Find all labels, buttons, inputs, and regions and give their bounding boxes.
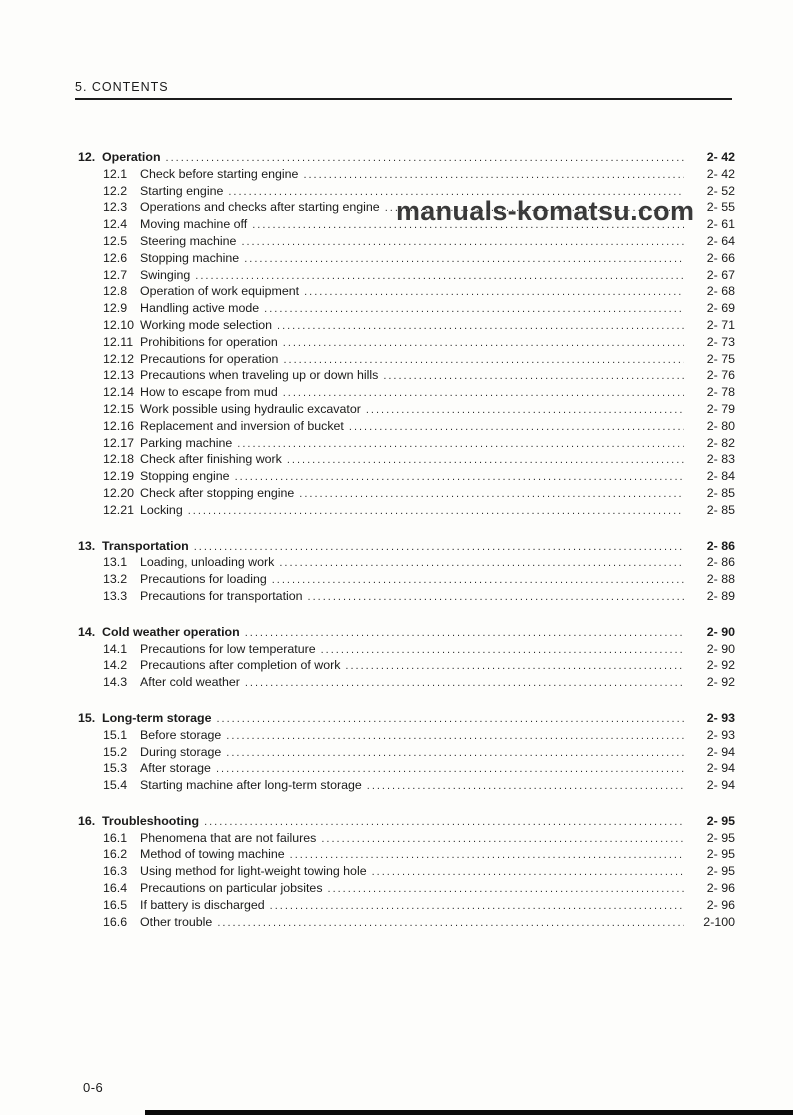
toc-entry-page: 2- 94 [706, 744, 735, 759]
page-footer [83, 1080, 103, 1095]
toc-entry-page: 2- 42 [706, 166, 735, 181]
toc-entry-title: Operations and checks after starting engine [140, 200, 380, 215]
toc-item-row [78, 469, 735, 486]
toc-entry-page: 2- 83 [706, 452, 735, 467]
toc-entry-number: 12.7 [103, 267, 128, 282]
toc-entry-title: Stopping machine [140, 250, 240, 265]
toc-entry-title: Check before starting engine [140, 166, 299, 181]
toc-section-row [78, 625, 735, 642]
toc-entry-page: 2- 94 [706, 778, 735, 793]
toc-entry-title: Swinging [140, 267, 191, 282]
toc-entry-number: 13.2 [103, 572, 128, 587]
toc-item-row [78, 419, 735, 436]
toc-entry-title: Precautions for operation [140, 351, 279, 366]
toc-item-row [78, 251, 735, 268]
toc-item-row [78, 436, 735, 453]
toc-entry-page: 2- 93 [706, 710, 735, 725]
toc-entry-number: 13. [78, 538, 96, 553]
toc-item-row [78, 452, 735, 469]
dotted-leader [321, 643, 684, 659]
toc-section-row [78, 711, 735, 728]
toc-entry-number: 15.2 [103, 744, 128, 759]
dotted-leader [308, 590, 684, 606]
page-header [75, 80, 732, 100]
toc-entry-number: 15. [78, 710, 96, 725]
toc-entry-title: Starting engine [140, 183, 224, 198]
toc-entry-number: 12.19 [103, 469, 135, 484]
toc-item-row [78, 728, 735, 745]
toc-entry-title: Method of towing machine [140, 847, 285, 862]
toc-entry-number: 12.10 [103, 317, 135, 332]
toc-entry-number: 12.5 [103, 233, 128, 248]
toc-section-row [78, 814, 735, 831]
toc-entry-title: Operation of work equipment [140, 284, 300, 299]
dotted-leader [226, 746, 684, 762]
toc-entry-page: 2- 95 [706, 830, 735, 845]
toc-entry-title: Check after stopping engine [140, 485, 295, 500]
toc-entry-title: Long-term storage [102, 710, 212, 725]
dotted-leader [166, 151, 684, 167]
toc-entry-title: Work possible using hydraulic excavator [140, 401, 361, 416]
dotted-leader [272, 573, 684, 589]
dotted-leader [366, 403, 684, 419]
toc-entry-title: After cold weather [140, 675, 240, 690]
toc-entry-title: Precautions when traveling up or down hills [140, 368, 379, 383]
dotted-leader [372, 865, 684, 881]
toc-item-row [78, 318, 735, 335]
dotted-leader [244, 252, 684, 268]
toc-item-row [78, 301, 735, 318]
toc-entry-page: 2- 76 [706, 368, 735, 383]
toc-entry-page: 2-100 [703, 914, 735, 929]
toc-entry-number: 14.1 [103, 641, 128, 656]
toc-entry-page: 2- 88 [706, 572, 735, 587]
toc-entry-page: 2- 92 [706, 658, 735, 673]
toc-entry-page: 2- 94 [706, 761, 735, 776]
toc-item-row [78, 284, 735, 301]
toc-entry-title: How to escape from mud [140, 385, 278, 400]
toc-entry-page: 2- 85 [706, 485, 735, 500]
toc-item-row [78, 486, 735, 503]
toc-entry-title: If battery is discharged [140, 897, 265, 912]
toc-item-row [78, 847, 735, 864]
toc-entry-title: Operation [102, 150, 161, 164]
toc-item-row [78, 864, 735, 881]
toc-entry-number: 12. [78, 150, 96, 164]
toc-entry-title: Precautions on particular jobsites [140, 881, 323, 896]
dotted-leader [304, 285, 684, 301]
dotted-leader [195, 269, 684, 285]
dotted-leader [235, 470, 684, 486]
toc-item-row [78, 352, 735, 369]
dotted-leader [188, 504, 684, 520]
toc-entry-number: 12.6 [103, 250, 128, 265]
toc-item-row [78, 881, 735, 898]
toc-entry-page: 2- 80 [706, 418, 735, 433]
toc-entry-number: 15.4 [103, 778, 128, 793]
toc-item-row [78, 572, 735, 589]
dotted-leader [277, 319, 684, 335]
toc-entry-page: 2- 90 [706, 624, 735, 639]
toc-entry-page: 2- 86 [706, 538, 735, 553]
toc-entry-page: 2- 82 [706, 435, 735, 450]
toc-entry-number: 16.4 [103, 881, 128, 896]
toc-item-row [78, 675, 735, 692]
toc-item-row [78, 642, 735, 659]
toc-entry-title: Stopping engine [140, 469, 230, 484]
toc-item-row [78, 402, 735, 419]
watermark: manuals-komatsu.com [396, 196, 695, 226]
toc-entry-title: Other trouble [140, 914, 213, 929]
toc-entry-title: Steering machine [140, 233, 237, 248]
toc-entry-page: 2- 66 [706, 250, 735, 265]
dotted-leader [321, 832, 684, 848]
toc-entry-number: 16.2 [103, 847, 128, 862]
toc-section-row [78, 539, 735, 556]
toc-section [78, 539, 735, 606]
toc-entry-page: 2- 95 [706, 864, 735, 879]
toc-section [78, 625, 735, 692]
dotted-leader [237, 437, 684, 453]
dotted-leader [279, 556, 684, 572]
toc-entry-title: Transportation [102, 538, 189, 553]
toc-item-row [78, 167, 735, 184]
dotted-leader [217, 916, 684, 932]
toc-entry-number: 12.11 [103, 334, 134, 349]
toc-entry-page: 2- 42 [706, 150, 735, 164]
toc-entry-page: 2- 64 [706, 233, 735, 248]
dotted-leader [245, 626, 684, 642]
toc-entry-title: Check after finishing work [140, 452, 282, 467]
toc-entry-number: 12.18 [103, 452, 135, 467]
dotted-leader [328, 882, 684, 898]
toc-entry-title: Prohibitions for operation [140, 334, 278, 349]
toc-entry-page: 2- 95 [706, 813, 735, 828]
toc-entry-page: 2- 79 [706, 401, 735, 416]
toc-entry-number: 12.21 [103, 502, 135, 517]
dotted-leader [241, 235, 684, 251]
dotted-leader [216, 712, 684, 728]
toc-item-row [78, 915, 735, 932]
toc-item-row [78, 555, 735, 572]
toc-entry-page: 2- 92 [706, 675, 735, 690]
toc-entry-number: 12.2 [103, 183, 128, 198]
toc-entry-number: 16.1 [103, 830, 128, 845]
toc-entry-title: Before storage [140, 727, 222, 742]
toc-item-row [78, 898, 735, 915]
toc-entry-title: Phenomena that are not failures [140, 830, 317, 845]
toc-entry-title: After storage [140, 761, 211, 776]
toc-entry-number: 12.8 [103, 284, 128, 299]
dotted-leader [299, 487, 684, 503]
toc-entry-page: 2- 95 [706, 847, 735, 862]
toc-entry-title: Precautions after completion of work [140, 658, 341, 673]
toc-entry-page: 2- 67 [706, 267, 735, 282]
toc-entry-title: Precautions for transportation [140, 588, 303, 603]
toc-item-row [78, 503, 735, 520]
toc-entry-page: 2- 78 [706, 385, 735, 400]
toc-entry-page: 2- 55 [706, 200, 735, 215]
toc-entry-page: 2- 90 [706, 641, 735, 656]
toc-entry-page: 2- 52 [706, 183, 735, 198]
toc-item-row [78, 745, 735, 762]
toc-entry-title: Working mode selection [140, 317, 273, 332]
toc-entry-number: 16. [78, 813, 96, 828]
dotted-leader [204, 815, 684, 831]
toc-item-row [78, 335, 735, 352]
toc-entry-page: 2- 71 [706, 317, 735, 332]
toc-entry-page: 2- 61 [706, 217, 735, 232]
toc-entry-title: Parking machine [140, 435, 233, 450]
toc-entry-title: Moving machine off [140, 217, 248, 232]
toc-item-row [78, 234, 735, 251]
dotted-leader [194, 540, 684, 556]
toc-item-row [78, 658, 735, 675]
dotted-leader [226, 729, 684, 745]
dotted-leader [287, 453, 684, 469]
toc-entry-number: 15.3 [103, 761, 128, 776]
toc-entry-title: Replacement and inversion of bucket [140, 418, 344, 433]
toc-item-row [78, 778, 735, 795]
toc-entry-page: 2- 85 [706, 502, 735, 517]
toc-entry-number: 12.12 [103, 351, 135, 366]
toc-item-row [78, 761, 735, 778]
toc-entry-page: 2- 73 [706, 334, 735, 349]
dotted-leader [367, 779, 684, 795]
toc-entry-number: 12.20 [103, 485, 135, 500]
toc-entry-number: 14.2 [103, 658, 128, 673]
dotted-leader [270, 899, 684, 915]
toc-entry-number: 15.1 [103, 727, 128, 742]
toc-entry-number: 13.1 [103, 555, 128, 570]
toc-entry-page: 2- 69 [706, 301, 735, 316]
dotted-leader [290, 848, 684, 864]
dotted-leader [383, 369, 684, 385]
dotted-leader [264, 302, 684, 318]
toc-entry-number: 16.6 [103, 914, 128, 929]
toc-entry-number: 12.15 [103, 401, 135, 416]
dotted-leader [216, 762, 684, 778]
toc-entry-title: Precautions for low temperature [140, 641, 316, 656]
toc-entry-page: 2- 84 [706, 469, 735, 484]
dotted-leader [245, 676, 684, 692]
toc-entry-page: 2- 68 [706, 284, 735, 299]
dotted-leader [345, 659, 684, 675]
toc-entry-title: During storage [140, 744, 222, 759]
toc-entry-page: 2- 75 [706, 351, 735, 366]
toc-entry-number: 13.3 [103, 588, 128, 603]
dotted-leader [349, 420, 684, 436]
toc-entry-title: Cold weather operation [102, 624, 240, 639]
toc-entry-page: 2- 93 [706, 727, 735, 742]
scan-edge-artifact [145, 1110, 793, 1115]
toc-section [78, 711, 735, 795]
toc-entry-number: 12.3 [103, 200, 128, 215]
toc-entry-title: Using method for light-weight towing hole [140, 864, 367, 879]
toc-section [78, 814, 735, 932]
toc-entry-number: 12.16 [103, 418, 135, 433]
toc-entry-title: Loading, unloading work [140, 555, 275, 570]
toc-item-row [78, 368, 735, 385]
toc-entry-number: 12.14 [103, 385, 135, 400]
toc-entry-number: 12.4 [103, 217, 128, 232]
toc-item-row [78, 268, 735, 285]
toc-item-row [78, 589, 735, 606]
toc-item-row [78, 831, 735, 848]
dotted-leader [303, 168, 684, 184]
toc-entry-page: 2- 96 [706, 897, 735, 912]
toc-entry-number: 14.3 [103, 675, 128, 690]
toc-section-row [78, 150, 735, 167]
header-title: 5. CONTENTS [75, 80, 169, 94]
toc-entry-number: 12.9 [103, 301, 128, 316]
toc-entry-page: 2- 89 [706, 588, 735, 603]
toc-entry-page: 2- 96 [706, 881, 735, 896]
toc-entry-title: Starting machine after long-term storage [140, 778, 362, 793]
toc-entry-number: 12.13 [103, 368, 135, 383]
dotted-leader [283, 336, 684, 352]
toc-entry-page: 2- 86 [706, 555, 735, 570]
toc-entry-title: Handling active mode [140, 301, 260, 316]
toc [78, 150, 735, 931]
toc-entry-number: 16.5 [103, 897, 128, 912]
toc-entry-title: Troubleshooting [102, 813, 200, 828]
toc-entry-number: 12.17 [103, 435, 135, 450]
footer-page-number: 0-6 [83, 1080, 104, 1095]
toc-entry-number: 12.1 [103, 166, 128, 181]
toc-entry-number: 14. [78, 624, 96, 639]
toc-entry-title: Locking [140, 502, 183, 517]
toc-item-row [78, 385, 735, 402]
toc-entry-number: 16.3 [103, 864, 128, 879]
toc-entry-title: Precautions for loading [140, 572, 267, 587]
dotted-leader [283, 386, 684, 402]
dotted-leader [283, 353, 684, 369]
